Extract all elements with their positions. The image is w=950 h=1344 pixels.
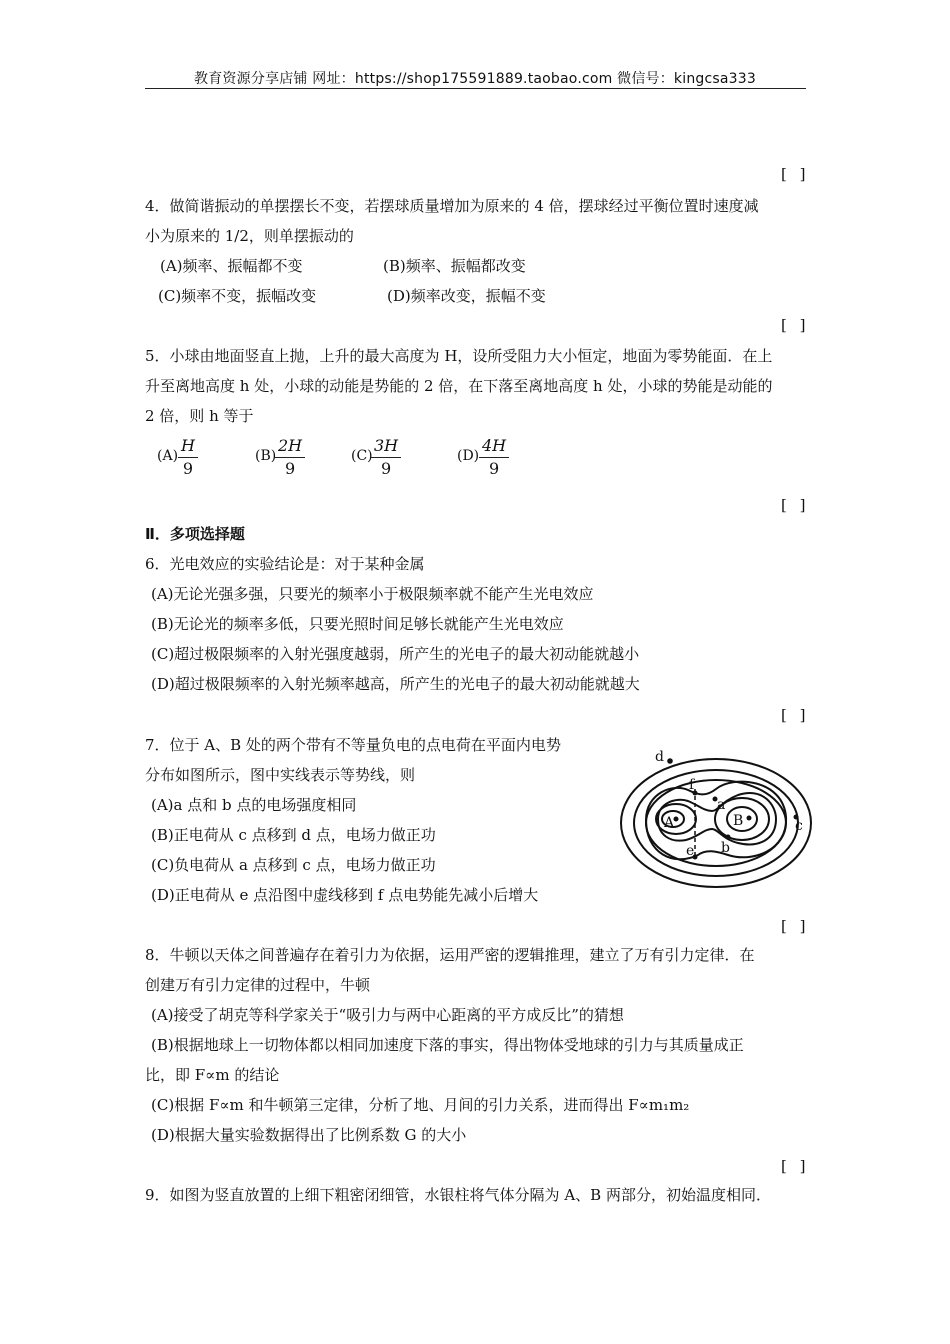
q6-option-c: (C)超过极限频率的入射光强度越弱，所产生的光电子的最大初动能就越小 — [151, 645, 640, 663]
fraction-denominator: 9 — [182, 459, 194, 478]
fraction-denominator: 9 — [488, 459, 500, 478]
q5-option-b-fraction — [275, 436, 305, 480]
q7-option-a: (A)a 点和 b 点的电场强度相同 — [151, 796, 357, 814]
answer-bracket: [ ] — [781, 496, 810, 514]
label-c: c — [795, 818, 803, 834]
q4-option-a: (A)频率、振幅都不变 — [160, 257, 303, 275]
q8-stem-line1: 8．牛顿以天体之间普遍存在着引力为依据，运用严密的逻辑推理，建立了万有引力定律．在 — [145, 946, 755, 964]
q8-option-a: (A)接受了胡克等科学家关于“吸引力与两中心距离的平方成反比”的猜想 — [151, 1006, 624, 1024]
fraction-numerator: 2H — [275, 436, 305, 458]
answer-bracket: [ ] — [781, 316, 810, 334]
q7-stem-line2: 分布如图所示，图中实线表示等势线，则 — [145, 766, 416, 784]
q8-option-b-line1: (B)根据地球上一切物体都以相同加速度下落的事实，得出物体受地球的引力与其质量成正 — [151, 1036, 744, 1054]
label-B: B — [733, 813, 744, 829]
label-A: A — [664, 815, 675, 831]
q6-stem: 6．光电效应的实验结论是：对于某种金属 — [145, 555, 425, 573]
label-d: d — [655, 749, 664, 765]
fraction-numerator: 3H — [371, 436, 401, 458]
q5-option-b-label: (B) — [255, 448, 277, 464]
label-b: b — [721, 840, 730, 856]
q6-option-b: (B)无论光的频率多低，只要光照时间足够长就能产生光电效应 — [151, 615, 564, 633]
answer-bracket: [ ] — [781, 706, 810, 724]
q7-stem-line1: 7．位于 A、B 处的两个带有不等量负电的点电荷在平面内电势 — [145, 736, 561, 754]
equipotential-diagram — [618, 745, 814, 890]
q5-option-a-fraction — [178, 436, 198, 480]
q8-option-d: (D)根据大量实验数据得出了比例系数 G 的大小 — [151, 1126, 467, 1144]
q5-stem-line2: 升至离地高度 h 处，小球的动能是势能的 2 倍，在下落至离地高度 h 处，小球的势能是动能的 — [145, 377, 773, 395]
q7-option-b: (B)正电荷从 c 点移到 d 点，电场力做正功 — [151, 826, 436, 844]
fraction-numerator: 4H — [479, 436, 509, 458]
q5-option-a-label: (A) — [157, 448, 179, 464]
label-a: a — [717, 797, 726, 813]
answer-bracket: [ ] — [781, 917, 810, 935]
q4-option-b: (B)频率、振幅都改变 — [383, 257, 526, 275]
fraction-denominator: 9 — [284, 459, 296, 478]
q4-option-d: (D)频率改变，振幅不变 — [387, 287, 546, 305]
q4-stem-line2: 小为原来的 1/2，则单摆振动的 — [145, 227, 354, 245]
q8-stem-line2: 创建万有引力定律的过程中，牛顿 — [145, 976, 371, 994]
q4-option-c: (C)频率不变，振幅改变 — [158, 287, 317, 305]
point-B — [747, 816, 752, 821]
label-f: f — [689, 777, 695, 793]
header-divider — [145, 88, 806, 89]
q5-stem-line1: 5．小球由地面竖直上抛，上升的最大高度为 H，设所受阻力大小恒定，地面为零势能面．在上 — [145, 347, 773, 365]
q7-option-d: (D)正电荷从 e 点沿图中虚线移到 f 点电势能先减小后增大 — [151, 886, 539, 904]
q5-stem-line3: 2 倍，则 h 等于 — [145, 407, 254, 425]
q8-option-c: (C)根据 F∝m 和牛顿第三定律，分析了地、月间的引力关系，进而得出 F∝m₁m₂ — [151, 1096, 690, 1114]
q9-stem-line1: 9．如图为竖直放置的上细下粗密闭细管，水银柱将气体分隔为 A、B 两部分，初始温度相同． — [145, 1186, 771, 1204]
q7-option-c: (C)负电荷从 a 点移到 c 点，电场力做正功 — [151, 856, 436, 874]
q5-option-d-fraction — [479, 436, 509, 480]
fraction-numerator: H — [178, 436, 198, 458]
q6-option-d: (D)超过极限频率的入射光频率越高，所产生的光电子的最大初动能就越大 — [151, 675, 640, 693]
q6-option-a: (A)无论光强多强，只要光的频率小于极限频率就不能产生光电效应 — [151, 585, 594, 603]
point-A — [674, 817, 679, 822]
page-header: 教育资源分享店铺 网址：https://shop175591889.taobao.com 微信号：kingcsa333 — [194, 71, 756, 87]
q5-option-d-label: (D) — [457, 448, 480, 464]
q5-option-c-fraction — [371, 436, 401, 480]
q8-option-b-line2: 比，即 F∝m 的结论 — [145, 1066, 280, 1084]
q5-option-c-label: (C) — [351, 448, 373, 464]
answer-bracket: [ ] — [781, 165, 810, 183]
q4-stem-line1: 4．做简谐振动的单摆摆长不变，若摆球质量增加为原来的 4 倍，摆球经过平衡位置时速度减 — [145, 197, 759, 215]
point-b — [726, 835, 731, 840]
fraction-denominator: 9 — [380, 459, 392, 478]
point-d — [667, 758, 673, 764]
label-e: e — [686, 843, 695, 859]
answer-bracket: [ ] — [781, 1157, 810, 1175]
section-title: Ⅱ．多项选择题 — [145, 525, 245, 543]
